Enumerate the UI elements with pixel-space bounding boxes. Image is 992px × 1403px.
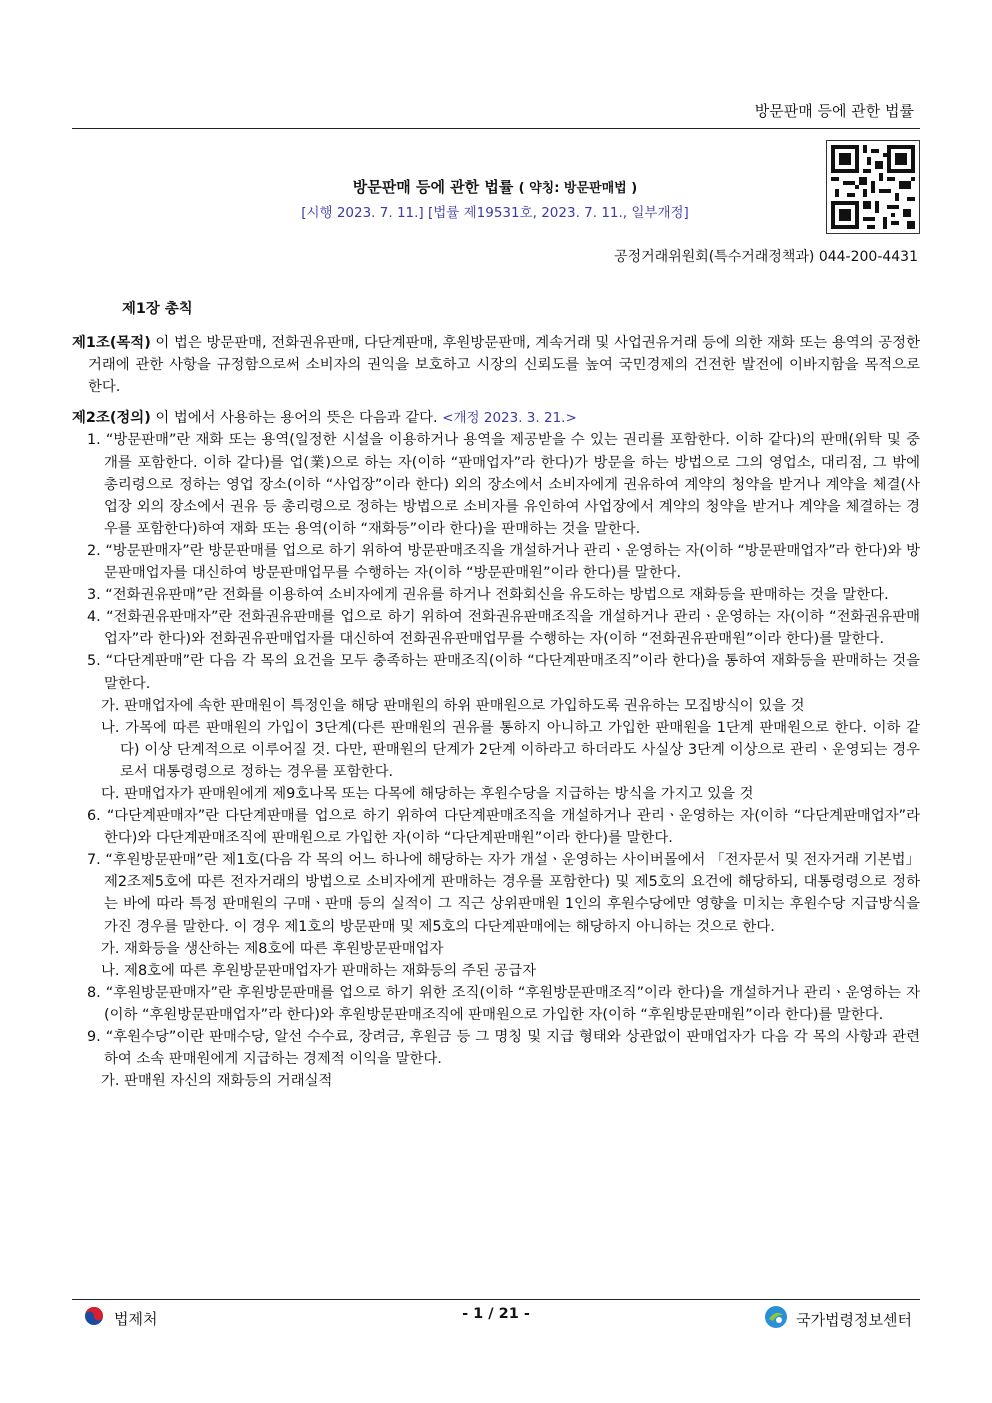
article-2-heading: 제2조(정의) [72,410,151,427]
definition-subitem: 가. 판매원 자신의 재화등의 거래실적 [101,1073,333,1090]
definition-item: 5. “다단계판매”란 다음 각 목의 요건을 모두 충족하는 판매조직(이하 “다단계판매조직”이라 한다)을 통하여 재화등을 판매하는 것을 말한다. [87,653,920,692]
definition-subitem: 가. 판매업자에 속한 판매원이 특정인을 해당 판매원의 하위 판매원으로 가입하도록 권유하는 모집방식이 있을 것 [101,697,805,714]
definition-item: 7. “후원방문판매”란 제1호(다음 각 목의 어느 하나에 해당하는 자가 개설ㆍ운영하는 사이버몰에서 「전자문서 및 전자거래 기본법」 제2조제5호에 따른 전자거래의 방법으로 소비자에게 판매하는 경우를 포함한다) 및 제5호의 요건에 해당하되, 대통령령으로 정하는 바에 따라 특정 판매원의 구매ㆍ판매 등의 실적이 그 직근 상위판매원 1인의 후원수당에만 영향을 미치는 후원수당 지급방식을 가진 경우를 말한다. 이 경우 제1호의 방문판매 및 제5호의 다단계판매에는 해당하지 아니하는 것으로 한다. [87,852,920,935]
definition-item: 9. “후원수당”이란 판매수당, 알선 수수료, 장려금, 후원금 등 그 명칭 및 지급 형태와 상관없이 판매업자가 다음 각 목의 사항과 관련하여 소속 판매원에게 지급하는 경제적 이익을 말한다. [87,1029,920,1068]
footer-right [764,1305,912,1333]
article-1-text: 이 법은 방문판매, 전화권유판매, 다단계판매, 후원방문판매, 계속거래 및 사업권유거래 등에 의한 재화 또는 용역의 공정한 거래에 관한 사항을 규정함으로써 소비자의 권익을 보호하고 시장의 신뢰도를 높여 국민경제의 건전한 발전에 이바지함을 목적으로 한다. [88,335,920,396]
department-contact: 공정거래위원회(특수거래정책과) 044-200-4431 [614,249,918,265]
definition-item: 4. “전화권유판매자”란 전화권유판매를 업으로 하기 위하여 전화권유판매조직을 개설하거나 관리ㆍ운영하는 자(이하 “전화권유판매업자”라 한다)와 전화권유판매업자를 대신하여 전화권유판매업무를 수행하는 자(이하 “전화권유판매원”이라 한다)를 말한다. [87,609,920,648]
running-header-title: 방문판매 등에 관한 법률 [754,102,914,120]
qr-code-icon [826,140,920,234]
footer-divider [72,1299,920,1300]
article-2-text: 이 법에서 사용하는 용어의 뜻은 다음과 같다. [150,410,443,427]
page-number: - 1 / 21 - [462,1306,530,1322]
definition-subitem: 나. 제8호에 따른 후원방문판매업자가 판매하는 재화등의 주된 공급자 [101,962,536,979]
law-body [72,298,920,1092]
article-1-heading: 제1조(목적) [72,335,151,352]
definition-item: 2. “방문판매자”란 방문판매를 업으로 하기 위하여 방문판매조직을 개설하거나 관리ㆍ운영하는 자(이하 “방문판매업자”라 한다)와 방문판매업자를 대신하여 방문판매업무를 수행하는 자(이하 “방문판매원”이라 한다)를 말한다. [87,542,920,582]
law-title: 방문판매 등에 관한 법률 [352,178,514,196]
definition-subitem: 가. 재화등을 생산하는 제8호에 따른 후원방문판매업자 [101,940,444,957]
amendment-note[interactable]: <개정 2023. 3. 21.> [442,410,577,427]
definition-item: 6. “다단계판매자”란 다단계판매를 업으로 하기 위하여 다단계판매조직을 개설하거나 관리ㆍ운영하는 자(이하 “다단계판매업자”라 한다)와 다단계판매조직에 판매원으로 가입한 자(이하 “다단계판매원”이라 한다)를 말한다. [87,808,920,847]
definition-subitem: 다. 판매업자가 판매원에게 제9호나목 또는 다목에 해당하는 후원수당을 지급하는 방식을 가지고 있을 것 [101,785,754,802]
footer-center-name: 국가법령정보센터 [796,1310,912,1329]
article-2 [72,407,920,429]
enforcement-info: [시행 2023. 7. 11.] [법률 제19531호, 2023. 7. 11., 일부개정] [301,205,689,221]
header-divider [72,128,920,129]
law-info-center-logo-icon [764,1305,788,1333]
definition-item: 3. “전화권유판매”란 전화를 이용하여 소비자에게 권유를 하거나 전화회신을 유도하는 방법으로 재화등을 판매하는 것을 말한다. [87,587,889,604]
definition-list [72,429,920,1092]
footer-ministry-name: 법제처 [114,1309,158,1328]
chapter-heading: 제1장 총칙 [122,301,193,317]
definition-subitem: 나. 가목에 따른 판매원의 가입이 3단계(다른 판매원의 권유를 통하지 아니하고 가입한 판매원을 1단계 판매원으로 한다. 이하 같다) 이상 단계적으로 이루어질 것. 다만, 판매원의 단계가 2단계 이하라고 하더라도 사실상 3단계 이상으로 관리ㆍ운영되는 경우로서 대통령령으로 정하는 경우를 포함한다. [101,719,920,780]
law-abbreviation: ( 약칭: 방문판매법 ) [518,181,638,196]
definition-item: 1. “방문판매”란 재화 또는 용역(일정한 시설을 이용하거나 용역을 제공받을 수 있는 권리를 포함한다. 이하 같다)의 판매(위탁 및 중개를 포함한다. 이하 같다)를 업(業)으로 하는 자(이하 “판매업자”라 한다)가 방문을 하는 방법으로 그의 영업소, 대리점, 그 밖에 총리령으로 정하는 영업 장소(이하 “사업장”이라 한다) 외의 장소에서 소비자에게 권유하여 계약의 청약을 받거나 계약을 체결(사업장 외의 장소에서 권유 등 총리령으로 정하는 방법으로 소비자를 유인하여 사업장에서 계약의 청약을 받거나 계약을 체결하는 경우를 포함한다)하여 재화 또는 용역(이하 “재화등”이라 한다)을 판매하는 것을 말한다. [87,432,920,537]
article-1 [72,332,920,398]
document-title [150,176,840,197]
definition-item: 8. “후원방문판매자”란 후원방문판매를 업으로 하기 위한 조직(이하 “후원방문판매조직”이라 한다)을 개설하거나 관리ㆍ운영하는 자(이하 “후원방문판매업자”라 한다)와 후원방문판매조직에 판매원으로 가입한 자(이하 “후원방문판매원”이라 한다)를 말한다. [87,984,920,1023]
